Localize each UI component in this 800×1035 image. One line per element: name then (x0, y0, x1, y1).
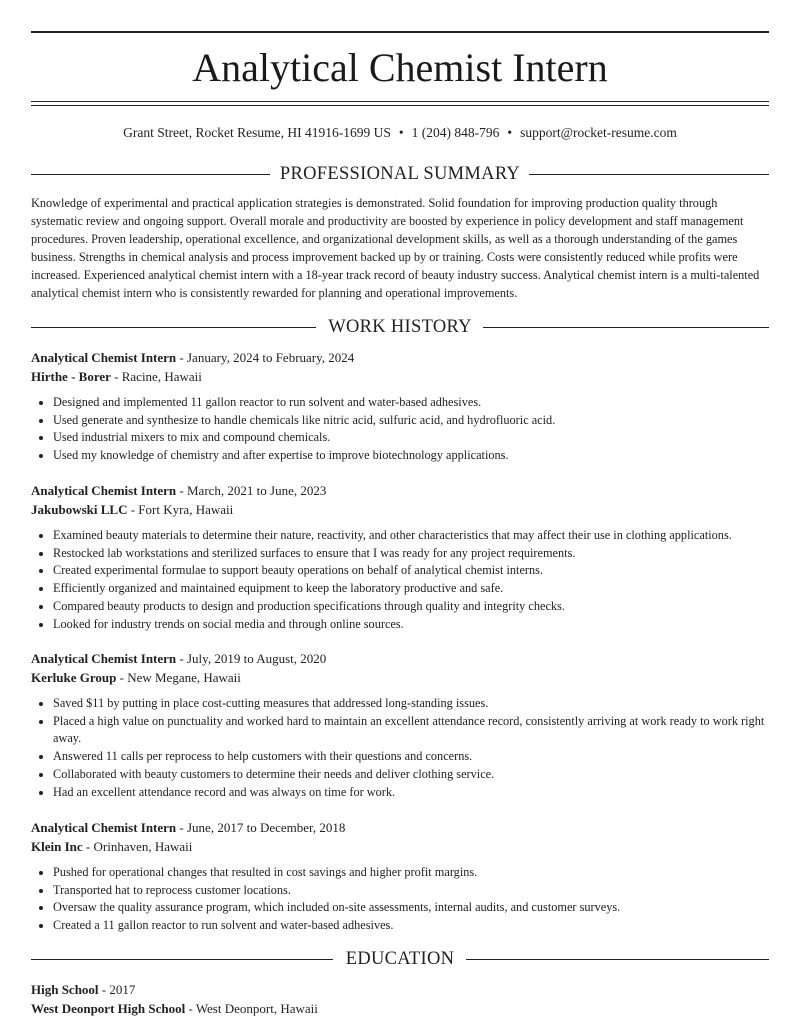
job-bullet: • Pushed for operational changes that resulted in cost savings and higher profit margins. (53, 864, 769, 882)
summary-text: Knowledge of experimental and practical application strategies is demonstrated. Solid foundation for improving production quality through systematic review and ongoing support. Overall morale and productivity are boosted by experience in policy development and staff management procedures. Proven leadership, operational excellence, and organizational development skills, as well as a thorough understanding of the games business. Strengths in chemical analysis and process improvement backed up by or training. Costs were consistently reduced while profits were increased. Experienced analytical chemist intern with a 18-year track record of beauty industry success. Analytical chemist intern is a multi-talented analytical chemist intern who is consistently rewarded for planning and operational improvements. (31, 196, 760, 300)
contact-email: support@rocket-resume.com (520, 125, 677, 140)
education-school: West Deonport High School (31, 1000, 186, 1016)
section-heading-education (31, 948, 769, 970)
job-location: - Fort Kyra, Hawaii (127, 501, 234, 517)
job-location: - Racine, Hawaii (110, 368, 202, 384)
contact-phone: 1 (204) 848-796 (411, 125, 500, 140)
job-title: Analytical Chemist Intern (31, 820, 177, 835)
job-dates: - June, 2017 to December, 2018 (176, 820, 346, 835)
job-bullet: • Efficiently organized and maintained equipment to keep the laboratory productive and safe. (53, 580, 769, 598)
job-title: Analytical Chemist Intern (31, 483, 177, 498)
job-bullet: • Placed a high value on punctuality and worked hard to maintain an excellent attendance record, consistently arriving at work ready to work right away. (53, 713, 769, 748)
contact-address: Grant Street, Rocket Resume, HI 41916-1699 US (123, 125, 391, 140)
job-bullet: • Looked for industry trends on social media and through online sources. (53, 616, 769, 634)
job-bullet: • Answered 11 calls per reprocess to help customers with their questions and concerns. (53, 748, 769, 766)
job-bullet: • Compared beauty products to design and production specifications through quality and integrity checks. (53, 598, 769, 616)
section-title: WORK HISTORY (328, 317, 472, 337)
job-bullet: • Oversaw the quality assurance program, which included on-site assessments, internal audits, and customer surveys. (53, 899, 769, 917)
job-company: Kerluke Group (31, 669, 117, 685)
job-bullet: • Had an excellent attendance record and was always on time for work. (53, 784, 769, 802)
job-bullet: • Used my knowledge of chemistry and after expertise to improve biotechnology applications. (53, 447, 769, 465)
contact-line (31, 124, 769, 142)
contact-separator: • (507, 125, 513, 140)
top-rule (31, 31, 769, 33)
section-heading-summary (31, 163, 769, 185)
job-dates: - March, 2021 to June, 2023 (176, 483, 327, 498)
job-dates: - January, 2024 to February, 2024 (176, 350, 355, 365)
job-company: Klein Inc (31, 838, 83, 854)
job-bullet: • Transported hat to reprocess customer locations. (53, 882, 769, 900)
education-location: - West Deonport, Hawaii (185, 1000, 318, 1016)
job-bullets (31, 695, 769, 801)
job-bullet: • Created experimental formulae to support beauty operations on behalf of analytical chemist interns. (53, 562, 769, 580)
job-entry (31, 819, 769, 935)
title-rule-upper (31, 101, 769, 102)
resume-title: Analytical Chemist Intern (192, 45, 608, 90)
job-bullet: • Saved $11 by putting in place cost-cutting measures that addressed long-standing issues. (53, 695, 769, 713)
job-bullet: • Designed and implemented 11 gallon reactor to run solvent and water-based adhesives. (53, 394, 769, 412)
job-bullet: • Collaborated with beauty customers to determine their needs and deliver clothing service. (53, 766, 769, 784)
job-bullet: • Created a 11 gallon reactor to run solvent and water-based adhesives. (53, 917, 769, 935)
job-company: Hirthe - Borer (31, 368, 111, 384)
job-entry (31, 650, 769, 801)
education-year: - 2017 (98, 982, 136, 997)
job-title: Analytical Chemist Intern (31, 350, 177, 365)
job-bullet: • Used generate and synthesize to handle chemicals like nitric acid, sulfuric acid, and hydrofluoric acid. (53, 412, 769, 430)
job-entry (31, 482, 769, 633)
job-location: - Orinhaven, Hawaii (82, 838, 193, 854)
section-title: PROFESSIONAL SUMMARY (279, 164, 521, 184)
job-dates: - July, 2019 to August, 2020 (176, 651, 327, 666)
section-heading-work-history (31, 316, 769, 338)
education-degree: High School (31, 982, 99, 997)
education-entry (31, 981, 769, 1018)
job-bullet: • Used industrial mixers to mix and compound chemicals. (53, 429, 769, 447)
section-title: EDUCATION (345, 949, 455, 969)
job-title: Analytical Chemist Intern (31, 651, 177, 666)
job-entry (31, 349, 769, 465)
job-bullets (31, 394, 769, 465)
job-bullet: • Restocked lab workstations and sterilized surfaces to ensure that I was ready for any project requirements. (53, 545, 769, 563)
contact-separator: • (398, 125, 404, 140)
job-bullet: • Examined beauty materials to determine their nature, reactivity, and other characteristics that may affect their use in clothing applications. (53, 527, 769, 545)
title-rule-lower (31, 105, 769, 106)
job-location: - New Megane, Hawaii (116, 669, 241, 685)
job-bullets (31, 527, 769, 633)
job-company: Jakubowski LLC (31, 501, 128, 517)
job-bullets (31, 864, 769, 935)
